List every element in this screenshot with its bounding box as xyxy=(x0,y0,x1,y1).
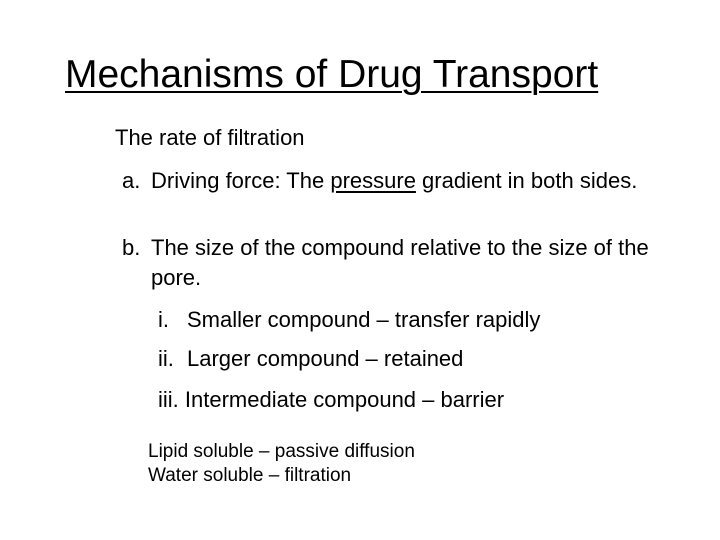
list-marker-a: a. xyxy=(122,168,141,193)
sub-item-iii xyxy=(158,386,504,414)
sub-item-ii xyxy=(158,345,463,373)
sub-marker-iii: iii. xyxy=(158,387,179,412)
list-text-a xyxy=(151,166,652,196)
lead-text: The rate of filtration xyxy=(115,125,305,150)
sub-item-i xyxy=(158,306,540,334)
underlined-word: pressure xyxy=(330,168,416,193)
list-text-b: The size of the compound relative to the size of the pore. xyxy=(151,235,649,290)
slide-title: Mechanisms of Drug Transport xyxy=(65,53,599,96)
list-marker-b: b. xyxy=(122,235,141,260)
sub-marker-i: i. xyxy=(158,307,169,332)
list-text-a-part1: Driving force: The xyxy=(151,168,331,193)
note-lipid-soluble: Lipid soluble – passive diffusion xyxy=(148,441,415,462)
note-water-soluble: Water soluble – filtration xyxy=(148,465,352,486)
list-item-b xyxy=(122,233,682,293)
sub-text-i: Smaller compound – transfer rapidly xyxy=(187,307,541,332)
list-item-a xyxy=(122,166,652,196)
sub-text-iii: Intermediate compound – barrier xyxy=(184,387,505,412)
sub-text-ii: Larger compound – retained xyxy=(187,346,464,371)
list-text-a-part2: gradient in both sides. xyxy=(415,168,638,193)
sub-marker-ii: ii. xyxy=(158,346,174,371)
